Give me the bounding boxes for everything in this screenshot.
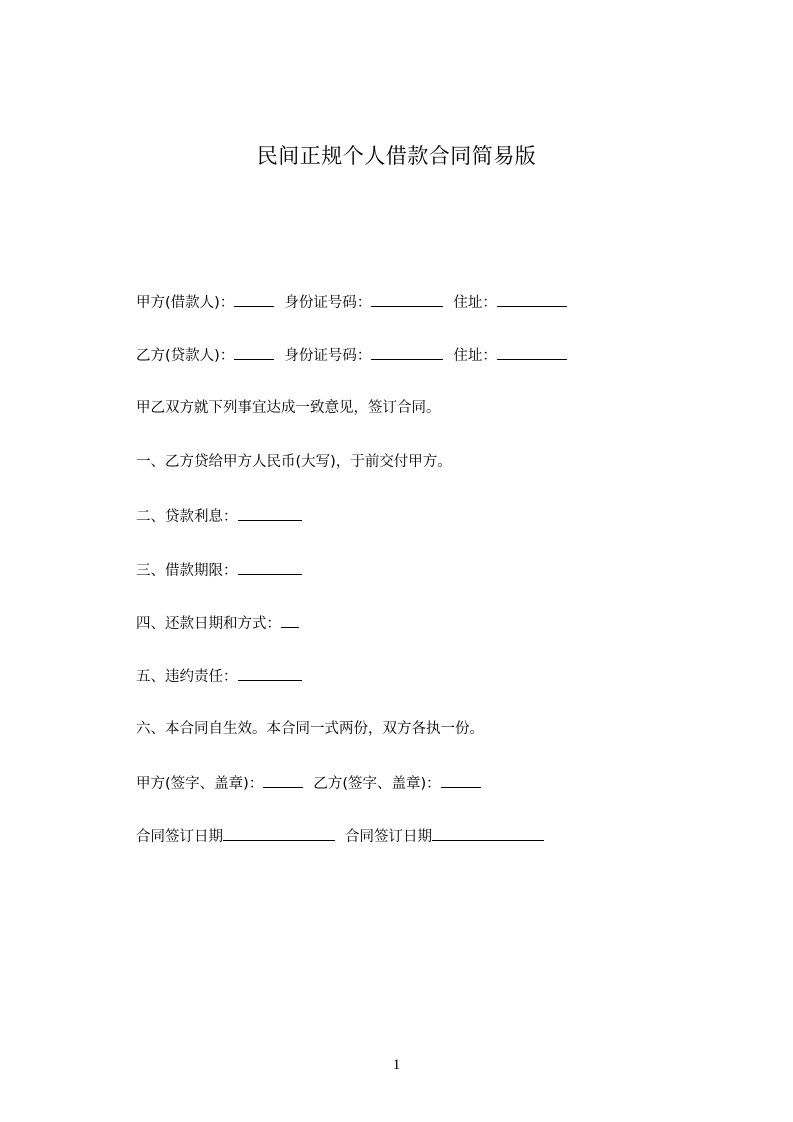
repayment-blank (281, 612, 299, 628)
clause-4 (136, 612, 299, 634)
date-line (136, 825, 544, 847)
party-a-line (136, 291, 567, 313)
party-a-address-label: 住址： (453, 295, 497, 311)
clause-2 (136, 505, 302, 527)
date-a-blank (223, 825, 335, 841)
clause-5 (136, 665, 302, 687)
term-blank (238, 559, 302, 575)
party-b-name-blank (234, 344, 274, 360)
party-a-id-label: 身份证号码： (284, 295, 372, 311)
party-a-name-blank (234, 291, 274, 307)
clause-5-label: 五、违约责任： (136, 669, 238, 685)
party-b-id-blank (371, 344, 443, 360)
date-a-label: 合同签订日期 (136, 829, 223, 845)
date-b-blank (432, 825, 544, 841)
party-b-address-label: 住址： (453, 348, 497, 364)
party-a-label: 甲方(借款人)： (136, 295, 235, 311)
signature-line (136, 772, 481, 794)
party-b-label: 乙方(贷款人)： (136, 348, 235, 364)
date-b-label: 合同签订日期 (345, 829, 432, 845)
clause-3-label: 三、借款期限： (136, 563, 238, 579)
party-b-signature-label: 乙方(签字、盖章)： (313, 776, 441, 792)
clause-6: 六、本合同自生效。本合同一式两份，双方各执一份。 (136, 721, 484, 737)
party-b-address-blank (497, 344, 567, 360)
party-a-address-blank (497, 291, 567, 307)
party-a-id-blank (371, 291, 443, 307)
party-b-line (136, 344, 567, 366)
party-a-signature-blank (263, 772, 303, 788)
clause-1: 一、乙方贷给甲方人民币(大写)，于前交付甲方。 (136, 454, 452, 470)
party-b-id-label: 身份证号码： (284, 348, 372, 364)
page-number: 1 (392, 1057, 401, 1073)
party-a-signature-label: 甲方(签字、盖章)： (136, 776, 264, 792)
interest-blank (238, 505, 302, 521)
clause-3 (136, 559, 302, 581)
liability-blank (238, 665, 302, 681)
clause-4-label: 四、还款日期和方式： (136, 616, 281, 632)
clause-2-label: 二、贷款利息： (136, 509, 238, 525)
party-b-signature-blank (441, 772, 481, 788)
document-title: 民间正规个人借款合同简易版 (256, 144, 537, 168)
agreement-statement: 甲乙双方就下列事宜达成一致意见，签订合同。 (136, 400, 441, 416)
